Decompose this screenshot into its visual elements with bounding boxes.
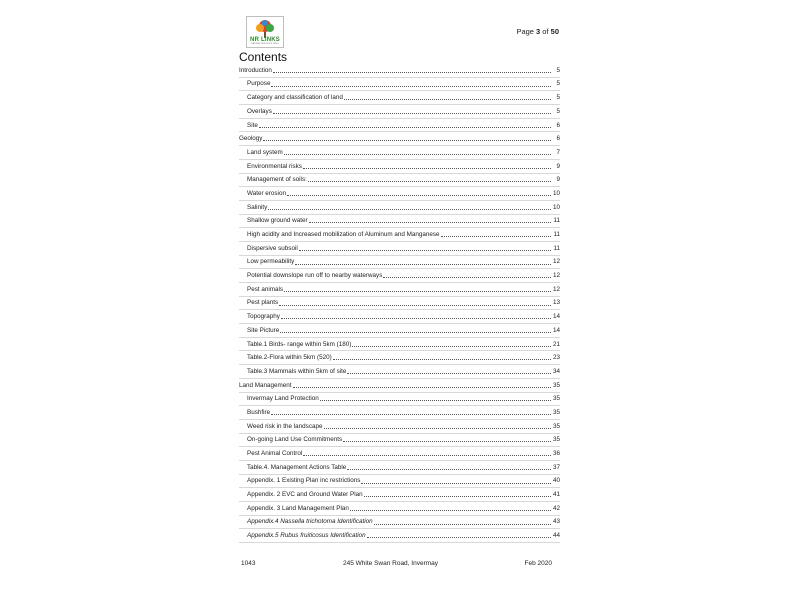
toc-leader-dots — [299, 250, 551, 251]
toc-entry-title: Pest plants — [247, 299, 279, 307]
toc-entry-page: 7 — [556, 148, 560, 156]
toc-entry[interactable] — [239, 488, 560, 502]
toc-entry-title: Geology — [239, 135, 263, 143]
toc-leader-dots — [263, 140, 551, 141]
toc-entry-page: 35 — [552, 422, 560, 430]
toc-entry-title: Low permeability — [247, 258, 295, 266]
toc-leader-dots — [279, 305, 551, 306]
page-of: of — [540, 27, 551, 36]
toc-leader-dots — [284, 291, 551, 292]
toc-entry-title: Appendix.5 Rubus fruiticosus Identification — [247, 532, 366, 540]
toc-leader-dots — [281, 318, 551, 319]
logo-tagline: NATURAL RESOURCE LINKS — [251, 43, 279, 45]
table-of-contents — [239, 64, 560, 543]
toc-leader-dots — [347, 373, 551, 374]
toc-entry-title: On-going Land Use Commitments — [247, 436, 343, 444]
toc-leader-dots — [320, 400, 551, 401]
toc-entry-title: Bushfire — [247, 408, 271, 416]
toc-entry[interactable] — [239, 434, 560, 448]
toc-entry-title: Site Picture — [247, 326, 280, 334]
toc-leader-dots — [364, 496, 551, 497]
toc-entry[interactable] — [239, 447, 560, 461]
toc-entry-title: Pest Animal Control — [247, 450, 303, 458]
toc-entry[interactable] — [239, 406, 560, 420]
toc-entry[interactable] — [239, 351, 560, 365]
toc-entry[interactable] — [239, 119, 560, 133]
toc-entry-page: 42 — [552, 504, 560, 512]
toc-entry-page: 35 — [552, 408, 560, 416]
toc-entry-title: Land system — [247, 148, 283, 156]
toc-entry[interactable] — [239, 324, 560, 338]
toc-entry-page: 35 — [552, 381, 560, 389]
toc-entry-title: Appendix. 1 Existing Plan inc restrictions — [247, 477, 361, 485]
toc-leader-dots — [303, 168, 551, 169]
toc-entry-title: Purpose — [247, 80, 271, 88]
toc-leader-dots — [344, 99, 551, 100]
toc-leader-dots — [271, 86, 551, 87]
page-prefix: Page — [516, 27, 537, 36]
toc-entry-page: 5 — [556, 94, 560, 102]
toc-entry[interactable] — [239, 461, 560, 475]
toc-entry[interactable] — [239, 502, 560, 516]
toc-entry-page: 23 — [552, 354, 560, 362]
toc-leader-dots — [343, 441, 551, 442]
toc-entry-title: High acidity and Increased mobilization of Aluminum and Manganese — [247, 231, 440, 239]
toc-leader-dots — [374, 524, 551, 525]
page-current: 3 — [536, 27, 541, 36]
toc-leader-dots — [309, 222, 551, 223]
toc-entry-page: 14 — [552, 313, 560, 321]
toc-entry-page: 5 — [556, 80, 560, 88]
toc-entry-page: 12 — [552, 258, 560, 266]
toc-entry[interactable] — [239, 132, 560, 146]
toc-entry-page: 6 — [556, 135, 560, 143]
toc-entry-page: 11 — [553, 244, 560, 252]
toc-entry-title: Introduction — [239, 66, 272, 74]
toc-entry[interactable] — [239, 393, 560, 407]
toc-entry-title: Site — [247, 121, 258, 129]
toc-entry-title: Appendix. 2 EVC and Ground Water Plan — [247, 491, 363, 499]
toc-entry-title: Category and classification of land — [247, 94, 343, 102]
toc-entry[interactable] — [239, 256, 560, 270]
toc-entry[interactable] — [239, 160, 560, 174]
toc-entry[interactable] — [239, 516, 560, 530]
toc-entry-title: Weed risk in the landscape — [247, 422, 323, 430]
toc-leader-dots — [268, 209, 551, 210]
toc-entry-title: Appendix. 3 Land Management Plan — [247, 504, 349, 512]
toc-leader-dots — [293, 387, 551, 388]
toc-entry-page: 6 — [556, 121, 560, 129]
toc-entry-title: Table.2-Flora within 5km (520) — [247, 354, 332, 362]
toc-entry-page: 11 — [553, 231, 560, 239]
toc-entry-page: 37 — [552, 463, 560, 471]
toc-entry-page: 5 — [556, 107, 560, 115]
toc-entry-page: 41 — [552, 491, 560, 499]
toc-entry-title: Dispersive subsoil — [247, 244, 298, 252]
footer-date: Feb 2020 — [524, 560, 552, 567]
toc-entry[interactable] — [239, 310, 560, 324]
toc-entry-page: 14 — [552, 326, 560, 334]
toc-entry-title: Potential downslope run off to nearby waterways — [247, 272, 383, 280]
footer-address: 245 White Swan Road, Invermay — [343, 560, 439, 567]
toc-leader-dots — [287, 195, 551, 196]
toc-entry-page: 13 — [552, 299, 560, 307]
toc-entry-page: 12 — [552, 272, 560, 280]
toc-leader-dots — [352, 346, 551, 347]
toc-entry-title: Appendix.4 Nassella trichotoma Identification — [247, 518, 373, 526]
toc-entry[interactable] — [239, 215, 560, 229]
toc-entry-page: 36 — [552, 450, 560, 458]
toc-entry-title: Table.1 Birds- range within 5km (180) — [247, 340, 352, 348]
toc-leader-dots — [303, 455, 551, 456]
toc-leader-dots — [347, 469, 551, 470]
toc-entry[interactable] — [239, 475, 560, 489]
toc-entry-page: 9 — [556, 176, 560, 184]
toc-entry-page: 9 — [556, 162, 560, 170]
toc-entry[interactable] — [239, 228, 560, 242]
toc-entry-title: Shallow ground water — [247, 217, 308, 225]
toc-entry[interactable] — [239, 338, 560, 352]
contents-heading: Contents — [239, 50, 288, 64]
toc-entry-title: Overlays — [247, 107, 272, 115]
toc-entry[interactable] — [239, 297, 560, 311]
toc-leader-dots — [361, 483, 551, 484]
toc-entry-title: Invermay Land Protection — [247, 395, 319, 403]
toc-leader-dots — [273, 72, 551, 73]
toc-entry-page: 40 — [552, 477, 560, 485]
toc-entry[interactable] — [239, 146, 560, 160]
toc-entry[interactable] — [239, 105, 560, 119]
toc-entry-page: 21 — [552, 340, 560, 348]
page-number — [516, 27, 559, 36]
toc-entry[interactable] — [239, 420, 560, 434]
toc-entry[interactable] — [239, 269, 560, 283]
toc-entry-page: 10 — [552, 189, 560, 197]
toc-entry-page: 5 — [556, 66, 560, 74]
toc-entry[interactable] — [239, 242, 560, 256]
toc-entry-title: Salinity — [247, 203, 268, 211]
toc-entry-page: 43 — [552, 518, 560, 526]
toc-entry[interactable] — [239, 379, 560, 393]
toc-leader-dots — [273, 113, 551, 114]
toc-leader-dots — [295, 264, 551, 265]
toc-entry-title: Topography — [247, 313, 280, 321]
toc-entry-title: Table.3 Mammals within 5km of site — [247, 367, 347, 375]
toc-leader-dots — [284, 154, 551, 155]
toc-entry-title: Pest animals — [247, 285, 284, 293]
toc-entry[interactable] — [239, 283, 560, 297]
logo-brand-text: NR LINKS — [250, 37, 280, 43]
toc-leader-dots — [383, 277, 551, 278]
toc-entry-page: 35 — [552, 395, 560, 403]
toc-entry[interactable] — [239, 91, 560, 105]
toc-entry[interactable] — [239, 174, 560, 188]
toc-leader-dots — [350, 510, 551, 511]
toc-entry-page: 34 — [552, 367, 560, 375]
footer-doc-number: 1043 — [241, 560, 256, 567]
toc-entry-title: Environmental risks — [247, 162, 302, 170]
toc-entry[interactable] — [239, 64, 560, 78]
toc-entry-page: 12 — [552, 285, 560, 293]
toc-entry[interactable] — [239, 365, 560, 379]
toc-leader-dots — [308, 181, 551, 182]
toc-entry-page: 35 — [552, 436, 560, 444]
tree-logo-icon — [252, 19, 278, 39]
nr-links-logo — [246, 16, 284, 48]
toc-leader-dots — [259, 127, 551, 128]
toc-leader-dots — [271, 414, 551, 415]
toc-entry[interactable] — [239, 187, 560, 201]
toc-leader-dots — [367, 537, 551, 538]
toc-entry-title: Management of soils: — [247, 176, 307, 184]
toc-entry-title: Land Management — [239, 381, 292, 389]
toc-entry-page: 44 — [552, 532, 560, 540]
toc-entry[interactable] — [239, 201, 560, 215]
toc-entry-title: Water erosion — [247, 189, 286, 197]
toc-leader-dots — [280, 332, 551, 333]
page-footer — [239, 560, 560, 570]
page-total: 50 — [550, 27, 559, 36]
toc-entry-page: 11 — [553, 217, 560, 225]
toc-leader-dots — [324, 428, 552, 429]
toc-entry-page: 10 — [552, 203, 560, 211]
toc-entry-title: Table.4. Management Actions Table — [247, 463, 347, 471]
toc-entry[interactable] — [239, 529, 560, 543]
toc-leader-dots — [333, 359, 551, 360]
toc-leader-dots — [441, 236, 551, 237]
toc-entry[interactable] — [239, 78, 560, 92]
